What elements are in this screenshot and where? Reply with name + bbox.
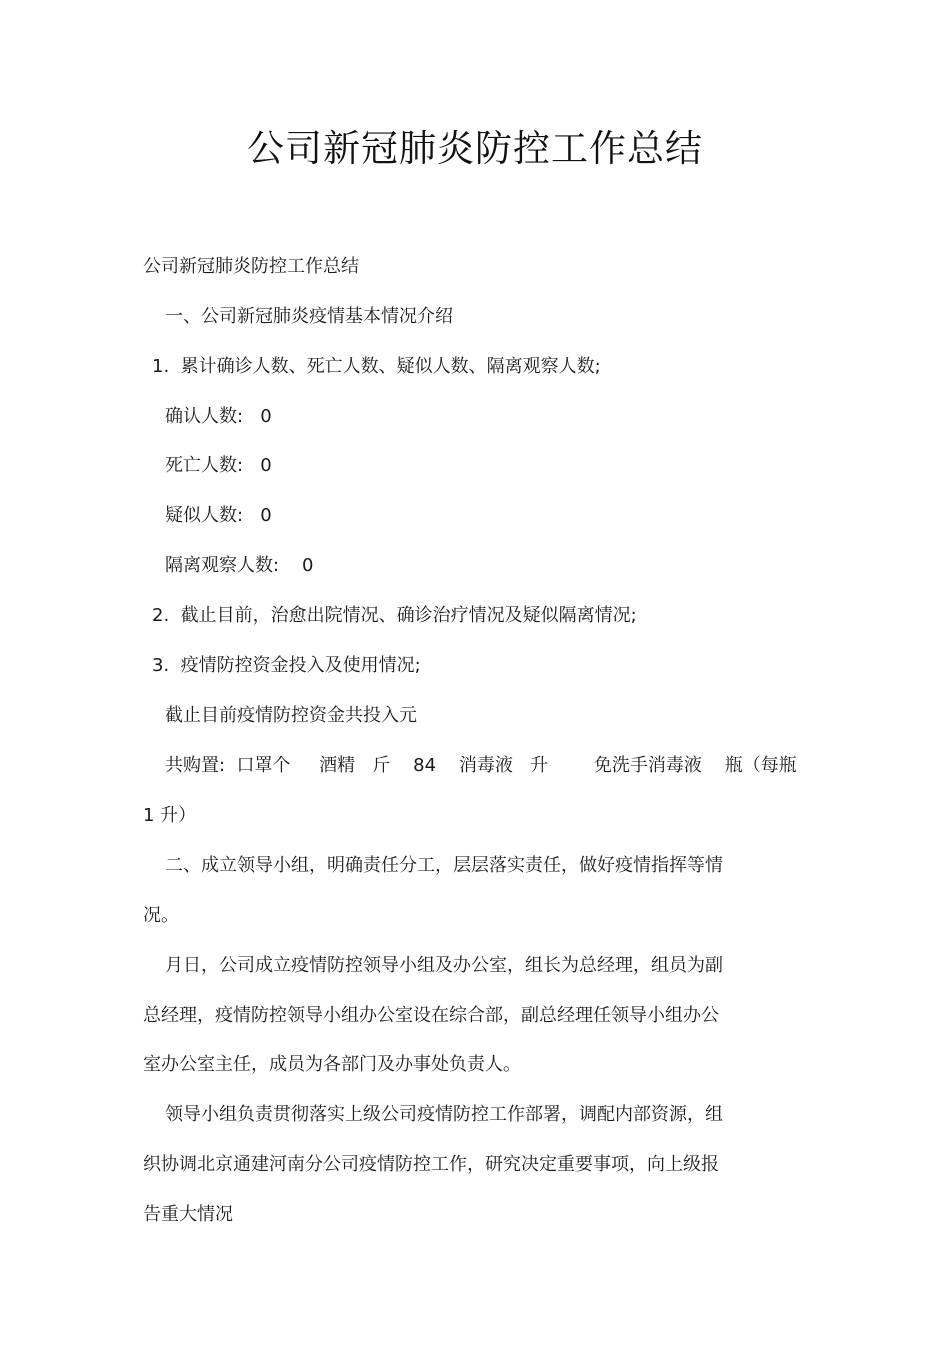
document-title: 公司新冠肺炎防控工作总结 (247, 127, 703, 170)
doc-line: 死亡人数: 0 (165, 455, 272, 476)
doc-line: 截止目前疫情防控资金共投入元 (165, 705, 417, 726)
doc-line: 隔离观察人数: 0 (165, 555, 314, 576)
doc-line: 确认人数: 0 (165, 406, 272, 427)
doc-line: 告重大情况 (143, 1204, 233, 1225)
doc-line: 况。 (143, 905, 179, 926)
doc-line: 2. 截止目前，治愈出院情况、确诊治疗情况及疑似隔离情况; (152, 605, 637, 626)
doc-line: 织协调北京通建河南分公司疫情防控工作，研究决定重要事项，向上级报 (143, 1154, 719, 1175)
doc-line: 共购置: 口罩个 酒精 斤 84 消毒液 升 免洗手消毒液 瓶（每瓶 (165, 755, 797, 776)
doc-line: 月日，公司成立疫情防控领导小组及办公室，组长为总经理，组员为副 (165, 955, 723, 976)
doc-line: 一、公司新冠肺炎疫情基本情况介绍 (165, 306, 453, 327)
doc-line: 公司新冠肺炎防控工作总结 (143, 256, 359, 277)
doc-line: 二、成立领导小组，明确责任分工，层层落实责任，做好疫情指挥等情 (165, 855, 723, 876)
doc-line: 3. 疫情防控资金投入及使用情况; (152, 655, 421, 676)
doc-line: 疑似人数: 0 (165, 505, 272, 526)
doc-line: 1. 累计确诊人数、死亡人数、疑似人数、隔离观察人数; (152, 356, 601, 377)
doc-line: 室办公室主任，成员为各部门及办事处负责人。 (143, 1054, 521, 1075)
doc-line: 总经理，疫情防控领导小组办公室设在综合部，副总经理任领导小组办公 (143, 1005, 719, 1026)
doc-line: 领导小组负责贯彻落实上级公司疫情防控工作部署，调配内部资源，组 (165, 1104, 723, 1125)
doc-line: 1 升） (143, 805, 197, 826)
